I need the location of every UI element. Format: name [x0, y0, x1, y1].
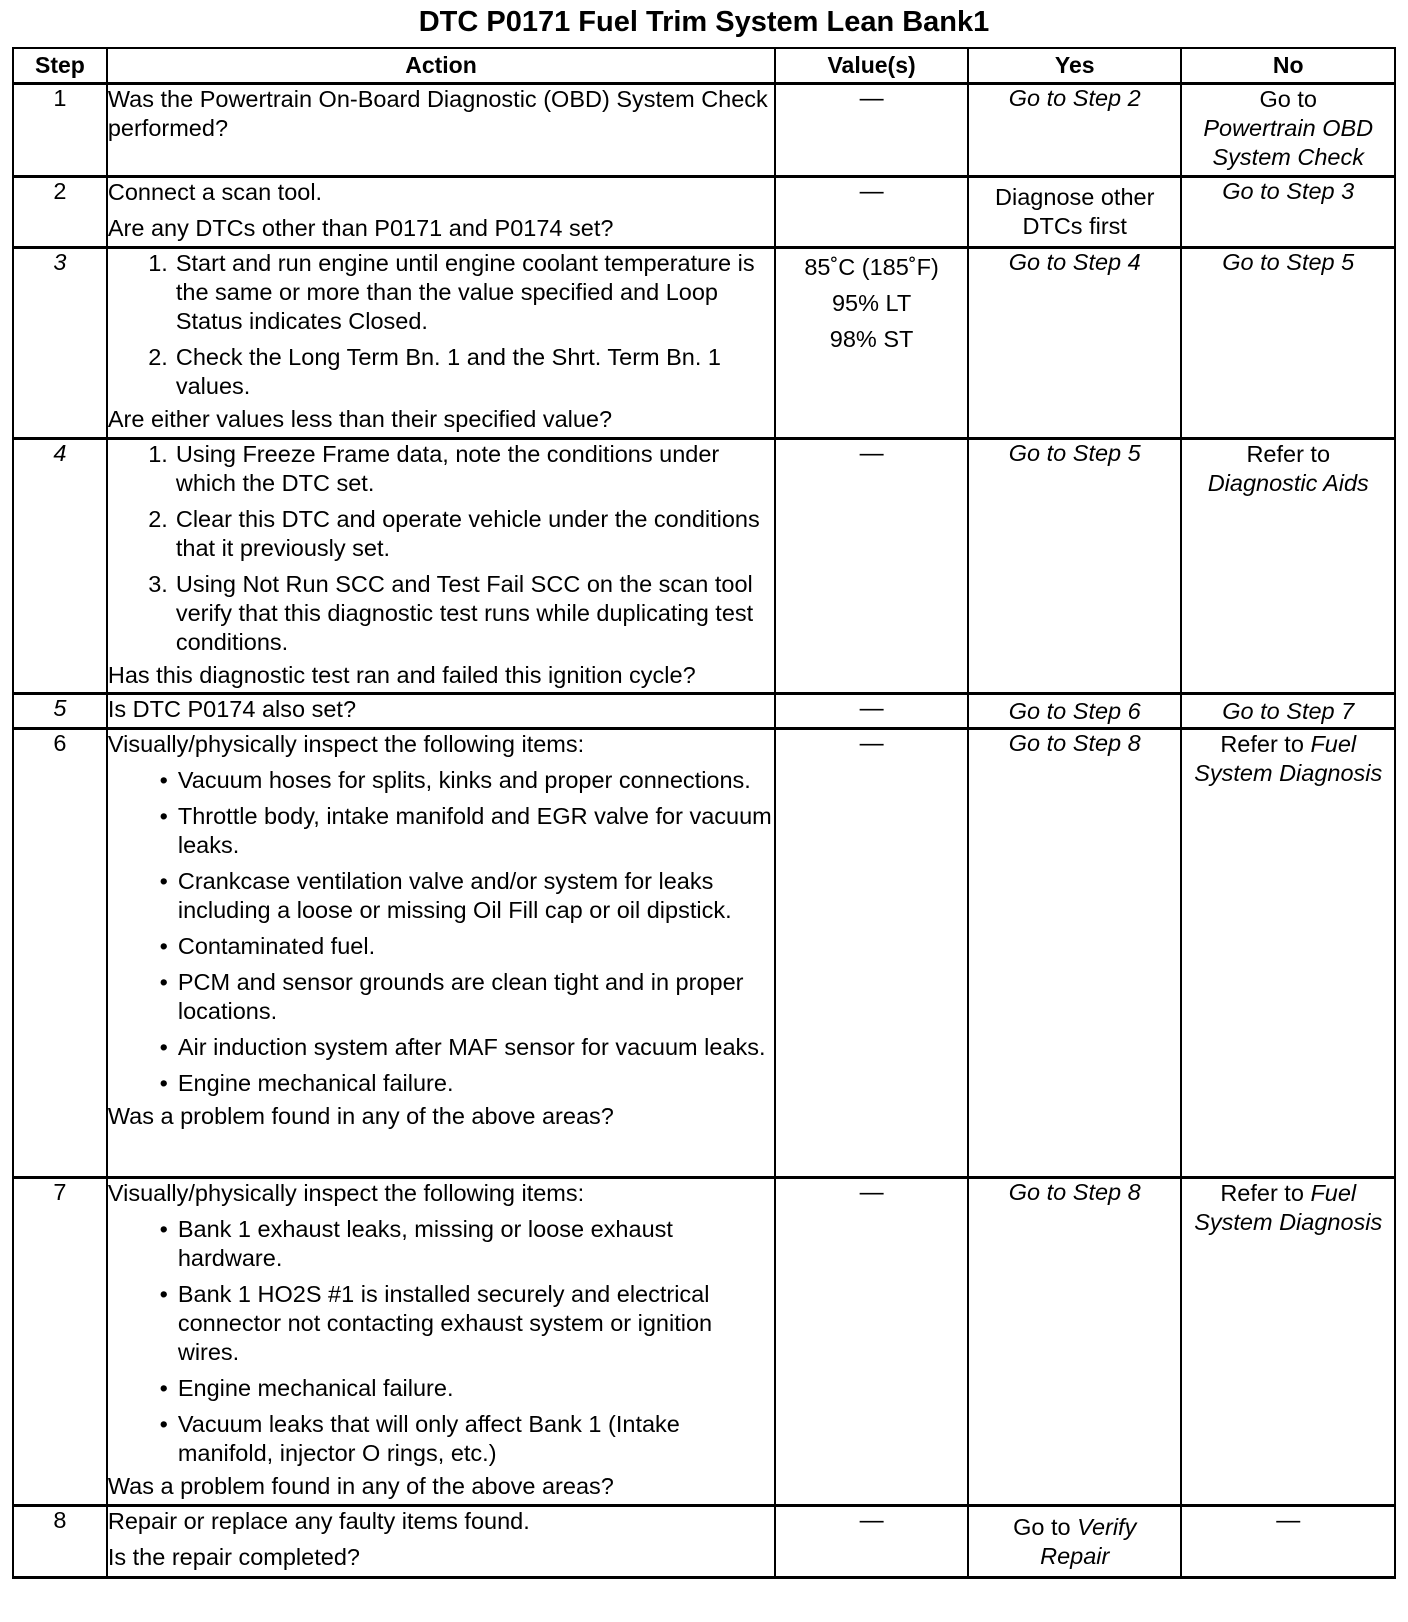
- bullet-item: [108, 932, 774, 961]
- action-intro: Visually/physically inspect the following items:: [107, 1180, 585, 1206]
- item-number: 1.: [148, 250, 168, 276]
- yes-cell: [968, 1506, 1181, 1578]
- table-row: [13, 1506, 1395, 1578]
- no-cell: [1181, 248, 1395, 439]
- column-header-no: No: [1181, 48, 1395, 84]
- action-cell: [107, 439, 775, 694]
- no-link: Powertrain OBD System Check: [1203, 115, 1374, 170]
- item-text: Contaminated fuel.: [177, 933, 376, 959]
- no-text: Refer to: [1246, 441, 1331, 467]
- action-text: Was the Powertrain On-Board Diagnostic (OBD) System Check performed?: [107, 86, 768, 141]
- yes-link: Repair: [1040, 1542, 1110, 1569]
- column-header-yes: Yes: [968, 48, 1181, 84]
- value-cell: [775, 177, 968, 248]
- yes-link: Go to Step 5: [1008, 440, 1141, 466]
- page-title: DTC P0171 Fuel Trim System Lean Bank1: [418, 6, 990, 38]
- item-number: 1.: [148, 441, 168, 467]
- item-text: Crankcase ventilation valve and/or system for leaks including a loose or missing Oil Fill cap or oil dipstick.: [177, 868, 732, 923]
- yes-link: Verify: [1077, 1513, 1137, 1540]
- item-text: Air induction system after MAF sensor for vacuum leaks.: [177, 1034, 766, 1060]
- yes-cell: [968, 1178, 1181, 1506]
- bullet-item: [108, 968, 774, 1026]
- item-text: PCM and sensor grounds are clean tight and in proper locations.: [177, 969, 744, 1024]
- action-intro: Visually/physically inspect the following items:: [107, 731, 585, 757]
- bullet-icon: •: [159, 1070, 168, 1096]
- table-row: [13, 729, 1395, 1178]
- item-number: 2.: [148, 344, 168, 370]
- no-cell: [1181, 729, 1395, 1178]
- no-link: Fuel: [1310, 731, 1357, 757]
- bullet-item: [108, 766, 774, 795]
- item-text: Vacuum leaks that will only affect Bank 1 (Intake manifold, injector O rings, etc.): [177, 1411, 680, 1466]
- bullet-item: [108, 1374, 774, 1403]
- value-short-term: 98% ST: [829, 326, 914, 352]
- action-question: Are any DTCs other than P0171 and P0174 set?: [107, 215, 614, 241]
- yes-cell: [968, 694, 1181, 729]
- step-number: 4: [13, 439, 107, 694]
- item-text: Clear this DTC and operate vehicle under the conditions that it previously set.: [175, 506, 760, 561]
- action-cell: [107, 729, 775, 1178]
- bullet-item: [108, 1069, 774, 1098]
- bullet-icon: •: [159, 1034, 168, 1060]
- value-text: —: [859, 178, 884, 205]
- action-question: Was a problem found in any of the above areas?: [107, 1103, 614, 1129]
- value-cell: [775, 84, 968, 177]
- column-header-action: Action: [107, 48, 775, 84]
- numbered-item: [108, 249, 774, 336]
- table-row: [13, 84, 1395, 177]
- no-cell: [1181, 84, 1395, 177]
- yes-link: Go to Step 6: [1008, 697, 1141, 724]
- item-text: Start and run engine until engine coolant temperature is the same or more than the value specified and Loop Status indicates Closed.: [175, 250, 755, 334]
- bullet-icon: •: [159, 803, 168, 829]
- table-row: [13, 177, 1395, 248]
- step-number: 1: [13, 84, 107, 177]
- no-cell: [1181, 1506, 1395, 1578]
- bullet-item: [108, 867, 774, 925]
- yes-cell: [968, 177, 1181, 248]
- table-row: [13, 694, 1395, 729]
- numbered-item: [108, 440, 774, 498]
- header-row: [13, 48, 1395, 84]
- bullet-icon: •: [159, 1216, 168, 1242]
- yes-cell: [968, 439, 1181, 694]
- no-link: Go to Step 7: [1222, 697, 1355, 724]
- action-cell: [107, 177, 775, 248]
- no-cell: [1181, 694, 1395, 729]
- no-link: Diagnostic Aids: [1207, 470, 1369, 496]
- value-text: —: [859, 730, 884, 757]
- bullet-item: [108, 1280, 774, 1367]
- table-row: [13, 1178, 1395, 1506]
- value-text: —: [859, 1507, 884, 1534]
- action-text: Repair or replace any faulty items found.: [107, 1508, 530, 1534]
- no-cell: [1181, 439, 1395, 694]
- yes-link: Go to Step 2: [1008, 85, 1141, 111]
- value-text: —: [859, 695, 884, 722]
- action-cell: [107, 84, 775, 177]
- value-cell: [775, 694, 968, 729]
- numbered-item: [108, 343, 774, 401]
- action-cell: [107, 248, 775, 439]
- no-link: Go to Step 3: [1222, 178, 1355, 204]
- item-text: Bank 1 HO2S #1 is installed securely and electrical connector not contacting exhaust system or ignition wires.: [177, 1281, 713, 1365]
- value-cell: [775, 248, 968, 439]
- column-header-step: Step: [13, 48, 107, 84]
- no-link: Fuel: [1310, 1180, 1357, 1206]
- action-text: Connect a scan tool.: [107, 179, 323, 205]
- action-question: Was a problem found in any of the above areas?: [107, 1473, 614, 1499]
- bullet-item: [108, 1215, 774, 1273]
- value-cell: [775, 729, 968, 1178]
- no-link: Go to Step 5: [1222, 249, 1355, 275]
- yes-text: Go to: [1013, 1513, 1071, 1540]
- item-text: Engine mechanical failure.: [177, 1375, 454, 1401]
- item-text: Vacuum hoses for splits, kinks and proper connections.: [177, 767, 751, 793]
- yes-link: Go to Step 4: [1008, 249, 1141, 275]
- item-text: Using Freeze Frame data, note the conditions under which the DTC set.: [175, 441, 720, 496]
- item-text: Throttle body, intake manifold and EGR valve for vacuum leaks.: [177, 803, 772, 858]
- bullet-icon: •: [159, 933, 168, 959]
- bullet-icon: •: [159, 969, 168, 995]
- action-question: Are either values less than their specified value?: [107, 406, 613, 432]
- item-text: Bank 1 exhaust leaks, missing or loose exhaust hardware.: [177, 1216, 673, 1271]
- no-text: Refer to: [1220, 731, 1304, 757]
- item-number: 2.: [148, 506, 168, 532]
- value-temperature: 85˚C (185˚F): [804, 254, 939, 280]
- action-cell: [107, 694, 775, 729]
- yes-link: Go to Step 8: [1008, 1179, 1141, 1205]
- yes-text: Diagnose other DTCs first: [995, 184, 1155, 239]
- bullet-icon: •: [159, 767, 168, 793]
- value-cell: [775, 1506, 968, 1578]
- value-text: —: [859, 1179, 884, 1206]
- action-text: Is DTC P0174 also set?: [107, 696, 357, 722]
- no-text: Go to: [1259, 86, 1317, 112]
- yes-link: Go to Step 8: [1008, 730, 1141, 756]
- bullet-icon: •: [159, 1281, 168, 1307]
- table-row: [13, 439, 1395, 694]
- action-question: Is the repair completed?: [107, 1544, 360, 1570]
- no-text: —: [1276, 1507, 1301, 1534]
- step-number: 2: [13, 177, 107, 248]
- yes-cell: [968, 729, 1181, 1178]
- bullet-icon: •: [159, 868, 168, 894]
- step-number: 8: [13, 1506, 107, 1578]
- yes-cell: [968, 248, 1181, 439]
- item-number: 3.: [148, 571, 168, 597]
- item-text: Check the Long Term Bn. 1 and the Shrt. Term Bn. 1 values.: [175, 344, 722, 399]
- column-header-values: Value(s): [775, 48, 968, 84]
- value-text: —: [859, 440, 884, 467]
- action-question: Has this diagnostic test ran and failed this ignition cycle?: [107, 662, 696, 688]
- table-row: [13, 248, 1395, 439]
- yes-cell: [968, 84, 1181, 177]
- value-cell: [775, 1178, 968, 1506]
- item-text: Using Not Run SCC and Test Fail SCC on the scan tool verify that this diagnostic test runs while duplicating test conditions.: [175, 571, 754, 655]
- no-cell: [1181, 177, 1395, 248]
- no-cell: [1181, 1178, 1395, 1506]
- step-number: 5: [13, 694, 107, 729]
- step-number: 7: [13, 1178, 107, 1506]
- step-number: 6: [13, 729, 107, 1178]
- action-cell: [107, 1178, 775, 1506]
- value-long-term: 95% LT: [831, 290, 912, 316]
- value-text: —: [859, 85, 884, 112]
- item-text: Engine mechanical failure.: [177, 1070, 454, 1096]
- bullet-icon: •: [159, 1411, 168, 1437]
- no-link: System Diagnosis: [1194, 1209, 1383, 1235]
- step-number: 3: [13, 248, 107, 439]
- bullet-icon: •: [159, 1375, 168, 1401]
- bullet-item: [108, 802, 774, 860]
- no-text: Refer to: [1220, 1180, 1304, 1206]
- dtc-table: [12, 47, 1396, 1579]
- numbered-item: [108, 570, 774, 657]
- bullet-item: [108, 1410, 774, 1468]
- action-cell: [107, 1506, 775, 1578]
- value-cell: [775, 439, 968, 694]
- no-link: System Diagnosis: [1194, 760, 1383, 786]
- bullet-item: [108, 1033, 774, 1062]
- numbered-item: [108, 505, 774, 563]
